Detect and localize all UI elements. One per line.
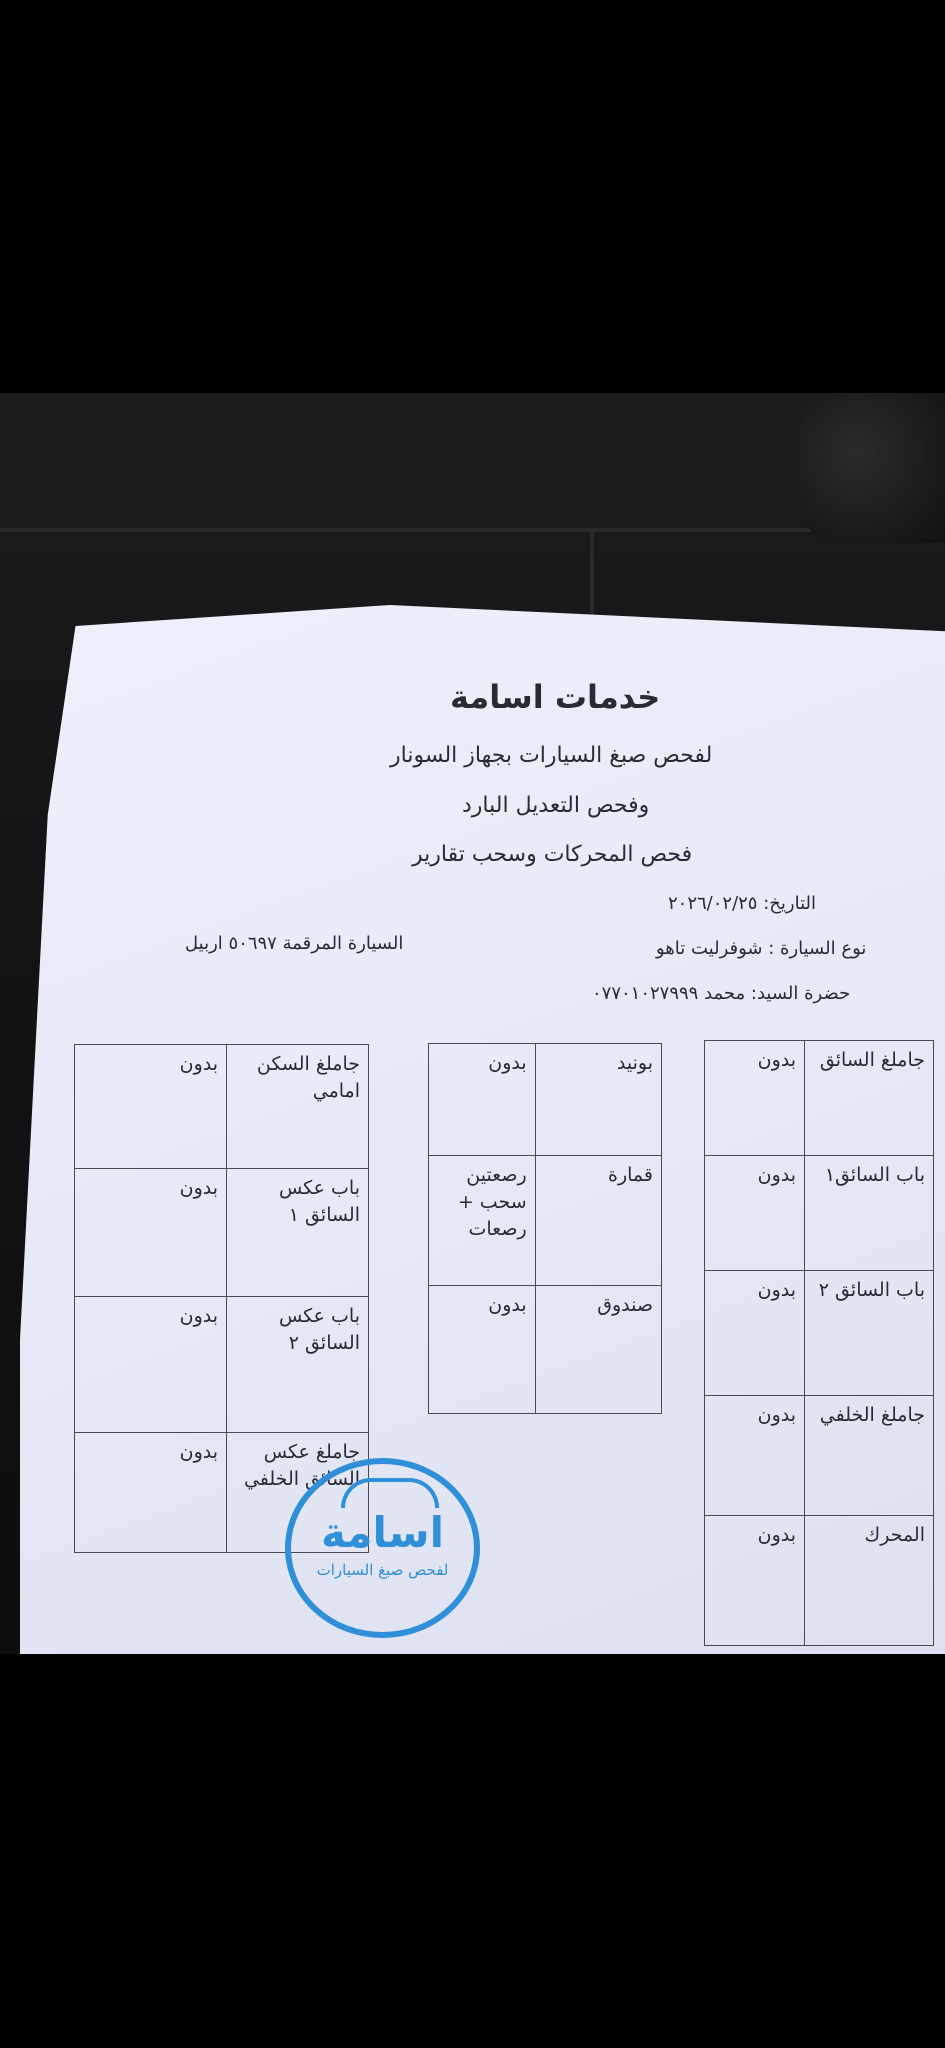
table-row (705, 1516, 934, 1646)
car-type: نوع السيارة : شوفرليت تاهو (656, 938, 867, 959)
part-cell: المحرك (805, 1516, 934, 1646)
status-cell: بدون (705, 1396, 805, 1516)
table-row (429, 1156, 662, 1286)
seat-seam (0, 528, 945, 532)
part-cell: باب السائق ٢ (805, 1271, 934, 1396)
status-cell: بدون (705, 1271, 805, 1396)
table-row (705, 1271, 934, 1396)
service-line-2: وفحص التعديل البارد (462, 793, 650, 818)
status-cell: بدون (75, 1297, 227, 1433)
table-row (705, 1396, 934, 1516)
part-cell: جاملغ السائق (805, 1041, 934, 1156)
status-cell: بدون (705, 1516, 805, 1646)
status-cell: بدون (75, 1433, 227, 1553)
table-row (75, 1169, 369, 1297)
status-cell: بدون (705, 1041, 805, 1156)
table-row (429, 1286, 662, 1414)
part-cell: باب عكس السائق ١ (227, 1169, 369, 1297)
status-cell: رصعتين سحب + رصعات (429, 1156, 536, 1286)
car-outline-icon (341, 1478, 439, 1508)
part-cell: جاملغ عكس السائق الخلفي (227, 1433, 369, 1553)
status-cell: بدون (429, 1044, 536, 1156)
service-line-3: فحص المحركات وسحب تقارير (412, 842, 693, 867)
inspection-date: التاريخ: ٢٠٢٦/٠٢/٢٥ (668, 893, 816, 914)
stamp-brand: اسامة (321, 1508, 444, 1557)
table-row (75, 1045, 369, 1169)
table-row (705, 1156, 934, 1271)
company-stamp (285, 1458, 480, 1638)
part-cell: جاملغ الخلفي (805, 1396, 934, 1516)
table-row (429, 1044, 662, 1156)
table-right (704, 1040, 934, 1646)
status-cell: بدون (75, 1169, 227, 1297)
part-cell: باب عكس السائق ٢ (227, 1297, 369, 1433)
table-row (705, 1041, 934, 1156)
part-cell: بونيد (535, 1044, 661, 1156)
part-cell: صندوق (535, 1286, 661, 1414)
status-cell: بدون (75, 1045, 227, 1169)
table-middle (428, 1043, 662, 1414)
status-cell: بدون (705, 1156, 805, 1271)
stamp-tagline: لفحص صبغ السيارات (316, 1561, 449, 1579)
table-row (75, 1297, 369, 1433)
plate-number: السيارة المرقمة ٥٠٦٩٧ اربيل (185, 933, 404, 954)
seat-headrest (800, 393, 945, 543)
part-cell: جاملغ السكن امامي (227, 1045, 369, 1169)
customer-name: حضرة السيد: محمد ٠٧٧٠١٠٢٧٩٩٩ (592, 983, 851, 1004)
service-line-1: لفحص صبغ السيارات بجهاز السونار (390, 743, 713, 768)
part-cell: قمارة (535, 1156, 661, 1286)
document-title: خدمات اسامة (450, 678, 661, 716)
part-cell: باب السائق١ (805, 1156, 934, 1271)
status-cell: بدون (429, 1286, 536, 1414)
